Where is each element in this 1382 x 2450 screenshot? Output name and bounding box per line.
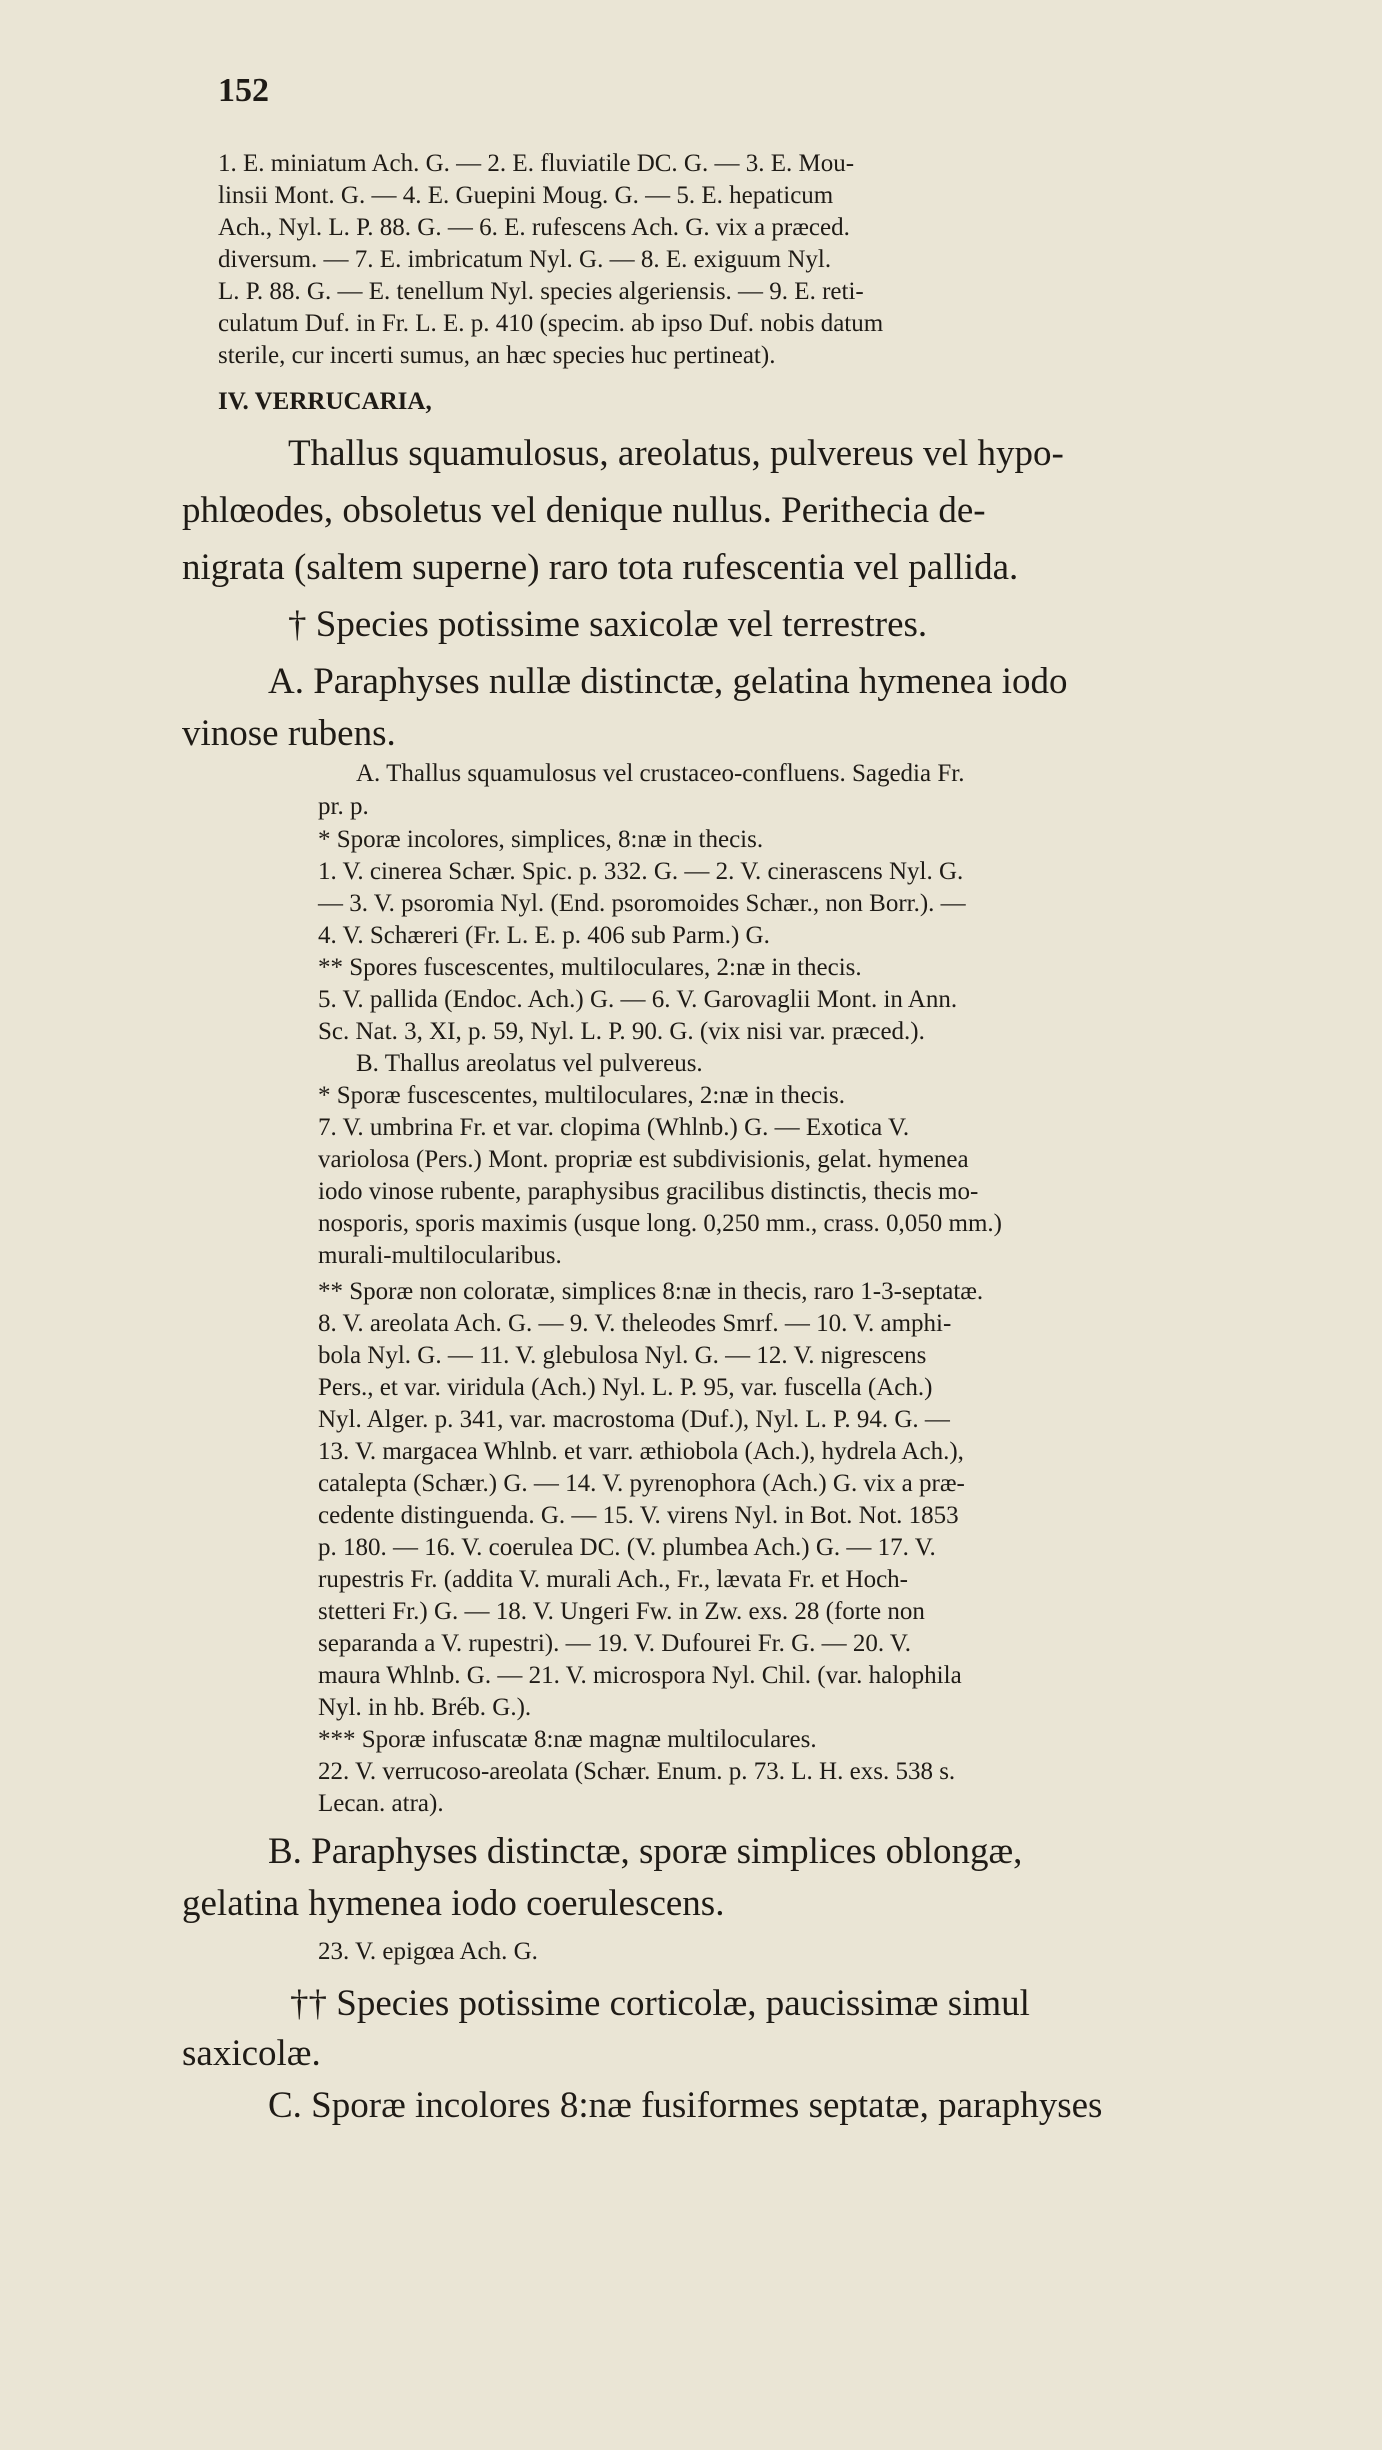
text-line: 5. V. pallida (Endoc. Ach.) G. — 6. V. Garovaglii Mont. in Ann.	[318, 986, 958, 1013]
text-line: B. Thallus areolatus vel pulvereus.	[356, 1050, 703, 1077]
text-line: Pers., et var. viridula (Ach.) Nyl. L. P. 95, var. fuscella (Ach.)	[318, 1374, 933, 1401]
text-line: †† Species potissime corticolæ, paucissimæ simul	[290, 1983, 1030, 2024]
text-line: C. Sporæ incolores 8:næ fusiformes septatæ, paraphyses	[268, 2085, 1103, 2126]
text-line: phlœodes, obsoletus vel denique nullus. Perithecia de-	[182, 490, 986, 531]
section-heading: IV. VERRUCARIA,	[218, 388, 432, 415]
text-line: pr. p.	[318, 793, 369, 820]
text-line: nosporis, sporis maximis (usque long. 0,250 mm., crass. 0,050 mm.)	[318, 1210, 1002, 1237]
text-line: diversum. — 7. E. imbricatum Nyl. G. — 8. E. exiguum Nyl.	[218, 246, 832, 273]
text-line: maura Whlnb. G. — 21. V. microspora Nyl. Chil. (var. halophila	[318, 1662, 962, 1689]
text-line: * Sporæ fuscescentes, multiloculares, 2:næ in thecis.	[318, 1082, 845, 1109]
text-line: ** Spores fuscescentes, multiloculares, 2:næ in thecis.	[318, 954, 862, 981]
text-line: p. 180. — 16. V. coerulea DC. (V. plumbea Ach.) G. — 17. V.	[318, 1534, 936, 1561]
text-line: nigrata (saltem superne) raro tota rufescentia vel pallida.	[182, 547, 1019, 588]
text-line: Ach., Nyl. L. P. 88. G. — 6. E. rufescens Ach. G. vix a præced.	[218, 214, 850, 241]
text-line: Lecan. atra).	[318, 1790, 444, 1817]
text-line: saxicolæ.	[182, 2033, 321, 2074]
page-number: 152	[218, 72, 269, 109]
text-line: B. Paraphyses distinctæ, sporæ simplices oblongæ,	[268, 1831, 1023, 1872]
text-line: * Sporæ incolores, simplices, 8:næ in thecis.	[318, 826, 764, 853]
text-line: *** Sporæ infuscatæ 8:næ magnæ multiloculares.	[318, 1726, 817, 1753]
text-line: ** Sporæ non coloratæ, simplices 8:næ in thecis, raro 1-3-septatæ.	[318, 1278, 984, 1305]
text-line: A. Thallus squamulosus vel crustaceo-confluens. Sagedia Fr.	[356, 760, 965, 787]
text-line: 13. V. margacea Whlnb. et varr. æthiobola (Ach.), hydrela Ach.),	[318, 1438, 964, 1465]
text-line: 8. V. areolata Ach. G. — 9. V. theleodes Smrf. — 10. V. amphi-	[318, 1310, 952, 1337]
text-line: 23. V. epigœa Ach. G.	[318, 1938, 538, 1965]
text-line: variolosa (Pers.) Mont. propriæ est subdivisionis, gelat. hymenea	[318, 1146, 969, 1173]
text-line: 1. V. cinerea Schær. Spic. p. 332. G. — 2. V. cinerascens Nyl. G.	[318, 858, 964, 885]
text-line: catalepta (Schær.) G. — 14. V. pyrenophora (Ach.) G. vix a præ-	[318, 1470, 965, 1497]
text-line: rupestris Fr. (addita V. murali Ach., Fr., lævata Fr. et Hoch-	[318, 1566, 908, 1593]
text-line: sterile, cur incerti sumus, an hæc species huc pertineat).	[218, 342, 776, 369]
text-line: A. Paraphyses nullæ distinctæ, gelatina hymenea iodo	[268, 661, 1068, 702]
text-line: stetteri Fr.) G. — 18. V. Ungeri Fw. in Zw. exs. 28 (forte non	[318, 1598, 925, 1625]
text-line: vinose rubens.	[182, 713, 396, 754]
text-line: 7. V. umbrina Fr. et var. clopima (Whlnb.) G. — Exotica V.	[318, 1114, 910, 1141]
text-line: linsii Mont. G. — 4. E. Guepini Moug. G. — 5. E. hepaticum	[218, 182, 834, 209]
text-line: culatum Duf. in Fr. L. E. p. 410 (specim. ab ipso Duf. nobis datum	[218, 310, 884, 337]
text-line: separanda a V. rupestri). — 19. V. Dufourei Fr. G. — 20. V.	[318, 1630, 912, 1657]
text-line: Sc. Nat. 3, XI, p. 59, Nyl. L. P. 90. G. (vix nisi var. præced.).	[318, 1018, 925, 1045]
text-line: 4. V. Schæreri (Fr. L. E. p. 406 sub Parm.) G.	[318, 922, 770, 949]
text-line: † Species potissime saxicolæ vel terrestres.	[288, 604, 928, 645]
text-line: Thallus squamulosus, areolatus, pulvereus vel hypo-	[288, 433, 1064, 474]
text-line: cedente distinguenda. G. — 15. V. virens Nyl. in Bot. Not. 1853	[318, 1502, 959, 1529]
text-line: gelatina hymenea iodo coerulescens.	[182, 1883, 725, 1924]
text-line: murali-multilocularibus.	[318, 1242, 562, 1269]
text-line: Nyl. Alger. p. 341, var. macrostoma (Duf.), Nyl. L. P. 94. G. —	[318, 1406, 950, 1433]
text-line: 1. E. miniatum Ach. G. — 2. E. fluviatile DC. G. — 3. E. Mou-	[218, 150, 855, 177]
text-line: bola Nyl. G. — 11. V. glebulosa Nyl. G. — 12. V. nigrescens	[318, 1342, 927, 1369]
text-line: Nyl. in hb. Bréb. G.).	[318, 1694, 532, 1721]
text-line: iodo vinose rubente, paraphysibus gracilibus distinctis, thecis mo-	[318, 1178, 979, 1205]
text-line: L. P. 88. G. — E. tenellum Nyl. species algeriensis. — 9. E. reti-	[218, 278, 864, 305]
text-line: 22. V. verrucoso-areolata (Schær. Enum. p. 73. L. H. exs. 538 s.	[318, 1758, 956, 1785]
text-line: — 3. V. psoromia Nyl. (End. psoromoides Schær., non Borr.). —	[318, 890, 966, 917]
